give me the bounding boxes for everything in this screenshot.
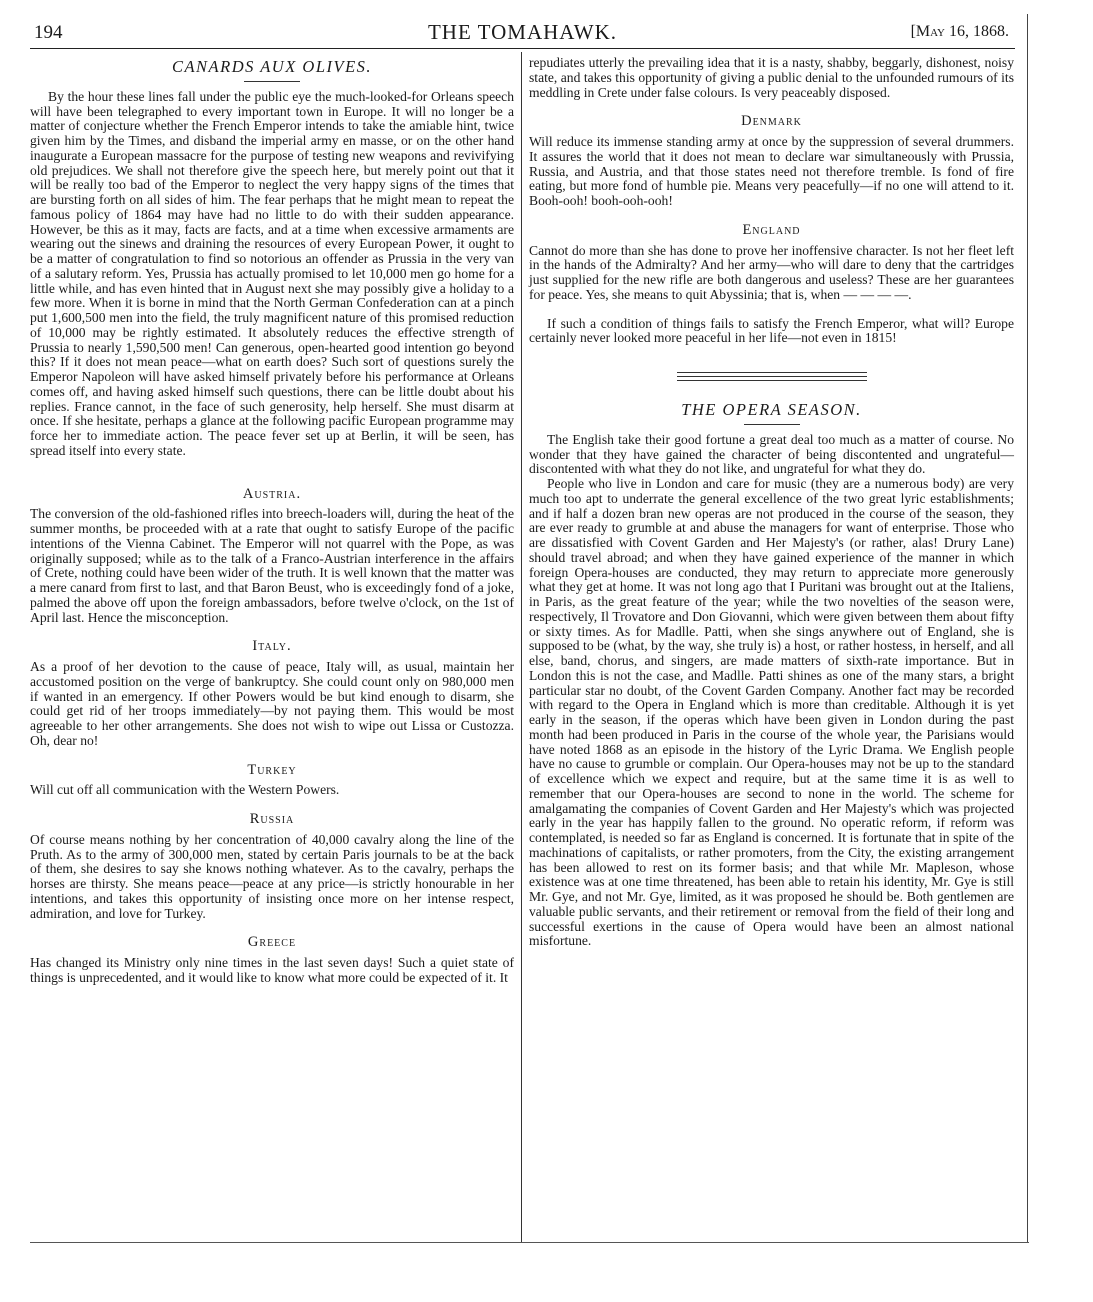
left-column — [30, 56, 514, 986]
russia-paragraph: Of course means nothing by her concentration of 40,000 cavalry along the line of the Pruth. As to the army of 300,000 men, stated by certain Paris journals to be at the back of them, she desires to say she knows nothing whatever. As to the cavalry, perhaps the horses are thirsty. She means peace—peace at any price—is strictly honourable in her intentions, and takes this opportunity of insisting once more on her intense respect, admiration, and love for Turkey. — [30, 831, 514, 921]
title-rule — [244, 81, 300, 82]
bottom-rule — [30, 1242, 1029, 1243]
turkey-paragraph: Will cut off all communication with the Western Powers. — [30, 782, 340, 798]
section-heading-russia: Russia — [249, 811, 295, 827]
column-divider — [521, 52, 522, 1242]
title-rule — [744, 424, 800, 425]
section-heading-greece: Greece — [247, 934, 297, 951]
article-separator-rule — [677, 372, 867, 377]
opera-paragraph-1: The English take their good fortune a great deal too much as a matter of course. No wonder that they have gained the character of being discontented and ungrateful—discontented with what they do not like, and ungrateful for what they do. — [529, 431, 1014, 477]
masthead: THE TOMAHAWK. — [427, 20, 618, 44]
section-heading-italy: Italy. — [252, 638, 292, 655]
article-title-opera: THE OPERA SEASON. — [681, 400, 862, 419]
article-title-canards: CANARDS AUX OLIVES. — [171, 57, 373, 76]
section-heading-austria: Austria. — [242, 485, 302, 502]
issue-date: [May 16, 1868. — [910, 23, 1009, 40]
opera-paragraph-2: People who live in London and care for music (they are a numerous body) are very much too apt to underrate the general excellence of the two great lyric establishments; and if half a dozen bran new operas are not produced in the course of the season, they are ever ready to grumble at and abuse the managers for want of enterprise. Those who are dissatisfied with Covent Garden and Her Majesty's (or rather, alas! Drury Lane) should travel abroad; and when they have gained experience of the manner in which foreign Opera-houses are conducted, they may return to appreciate more generously what they get at home. It was not long ago that I Puritani was brought out at the Italiens, in Paris, as the great feature of the year; while the two novelties of the season were, respectively, Il Trovatore and Don Giovanni, which were given between them about fifty or sixty times. As for Madlle. Patti, when she sings anywhere out of England, she is supposed to be (what, by the way, she truly is) a host, or rather hostess, in herself, and all else, band, chorus, and singers, are made matters of sixth-rate importance. But in London this is not the case, and Madlle. Patti shines as one of the many stars, a bright particular star no doubt, of the Covent Garden Company. Another fact may be recorded with regard to the Opera in England which is more than creditable. Although it is yet early in the season, if the operas which have been given in London during the past month had been produced in Paris in the course of the whole year, the Parisians would have noted 1868 as an episode in the history of the Lyric Drama. We English people have no cause to grumble or complain. Our Opera-houses may not be up to the standard of excellence which we expect and require, but at the same time it is as well to remember that our Opera-houses are second to none in the world. The scheme for amalgamating the companies of Covent Garden and Her Majesty's which was projected early in the year has happily fallen to the ground. No operatic reform, if reform was contemplated, is needed so far as England is concerned. It is fortunate that in spite of the machinations of capitalists, or rather promoters, from the City, the existing arrangement has been allowed to rest on its former basis; and that while Mr. Mapleson, whose existence was at one time threatened, has been able to retain his identity, Mr. Gye is still Mr. Gye, and not Mr. Gye, limited, as it was proposed he should be. Both gentlemen are valuable public servants, and their retirement or removal from the field of their long and successful exertions in the cause of Opera would have been an almost national misfortune. — [529, 476, 1014, 949]
page-header — [30, 20, 1015, 49]
section-heading-denmark: Denmark — [741, 113, 802, 130]
conclusion-paragraph: If such a condition of things fails to satisfy the French Emperor, what will? Europe certainly never looked more peaceful in her life—not even in 1815! — [529, 315, 1014, 346]
section-heading-england: England — [742, 221, 801, 238]
greece-continued-paragraph: repudiates utterly the prevailing idea that it is a nasty, shabby, beggarly, dishonest, noisy state, and takes this opportunity of giving a public denial to the unfounded rumours of its meddling in Crete under false colours. Is very peaceably disposed. — [529, 55, 1014, 100]
article-intro-paragraph: By the hour these lines fall under the public eye the much-looked-for Orleans speech will have been telegraphed to every important town in Europe. It will no longer be a matter of conjecture whether the French Emperor intends to take the amiable hint, twice given him by the Times, and disband the imperial army en masse, or on the other hand inaugurate a European massacre for the purpose of testing new weapons and revivifying old prejudices. We shall not therefore give the speech here, but merely point out that it will be really too bad of the Emperor to neglect the very happy signs of the times that are bursting forth on all sides of him. The fear perhaps that he might mean to repeat the famous policy of 1864 may have had no little to do with their sudden appearance. However, be this as it may, facts are facts, and at a time when excessive armaments are wearing out the sinews and draining the resources of every European Power, it ought to be a matter of congratulation to find so notorious an offender as Prussia in the very van of a salutary reform. Yes, Prussia has actually promised to let 10,000 men go home for a little while, and has even hinted that in August next she may possibly give a holiday to a few more. When it is borne in mind that the North German Confederation can at a pinch put 1,600,500 men into the field, the truly magnificent nature of this promised reduction of 10,000 may be rightly estimated. It absolutely reduces the effective strength of Prussia to nearly 1,590,500 men! Can generous, open-hearted good intention go beyond this? If it does not mean peace—what on earth does? Such sort of questions surely the Emperor Napoleon will have asked himself privately before his performance at Orleans comes off, and having asked himself such questions, there can be little doubt about his replies. France cannot, in the face of such generosity, help herself. She must disarm at once. If she hesitate, perhaps a glance at the following pacific European programme may force her to immediate action. The peace fever set up at Berlin, it will be seen, has spread itself into every state. — [30, 88, 514, 458]
greece-paragraph: Has changed its Ministry only nine times in the last seven days! Such a quiet state of things is unprecedented, and it would like to know what more could be expected of it. It — [30, 955, 514, 985]
page-number: 194 — [34, 22, 63, 43]
italy-paragraph: As a proof of her devotion to the cause of peace, Italy will, as usual, maintain her accustomed position on the verge of bankruptcy. She could count only on 980,000 men if wanted in an emergency. If other Powers would be but kind enough to disarm, she could get rid of her troops immediately—by not paying them. This would be most agreeable to her other arrangements. She does not wish to wipe out Lissa or Custozza. Oh, dear no! — [30, 659, 514, 748]
section-heading-turkey: Turkey — [247, 761, 297, 778]
page-edge-rule — [1027, 14, 1028, 1242]
england-paragraph: Cannot do more than she has done to prove her inoffensive character. Is not her fleet left in the hands of the Admiralty? And her army—who will dare to deny that the cartridges just supplied for the new rifle are both dangerous and useless? These are her guarantees for peace. Yes, she means to quit Abyssinia; that is, when — — — —. — [529, 242, 1014, 302]
denmark-paragraph: Will reduce its immense standing army at once by the suppression of several drummers. It assures the world that it does not mean to declare war simultaneously with Prussia, Russia, and Austria, and that those states need not therefore tremble. Is fond of fire eating, but more fond of humble pie. Means very peacefully—if no one will attend to it. Booh-ooh! booh-ooh-ooh! — [529, 134, 1014, 208]
right-column — [529, 56, 1014, 949]
austria-paragraph: The conversion of the old-fashioned rifles into breech-loaders will, during the heat of the summer months, be proceeded with at a rate that ought to satisfy Europe of the pacific intentions of the Vienna Cabinet. The Emperor will not quarrel with the Pope, as was originally supposed; while as to the talk of a Franco-Austrian interference in the affairs of Crete, nothing could have been wider of the truth. It is well known that the matter was a mere canard from first to last, and that Baron Beust, who is exceedingly fond of a joke, palmed the above off upon the foreign ambassadors, before twelve o'clock, on the 1st of April last. Hence the misconception. — [30, 506, 514, 625]
